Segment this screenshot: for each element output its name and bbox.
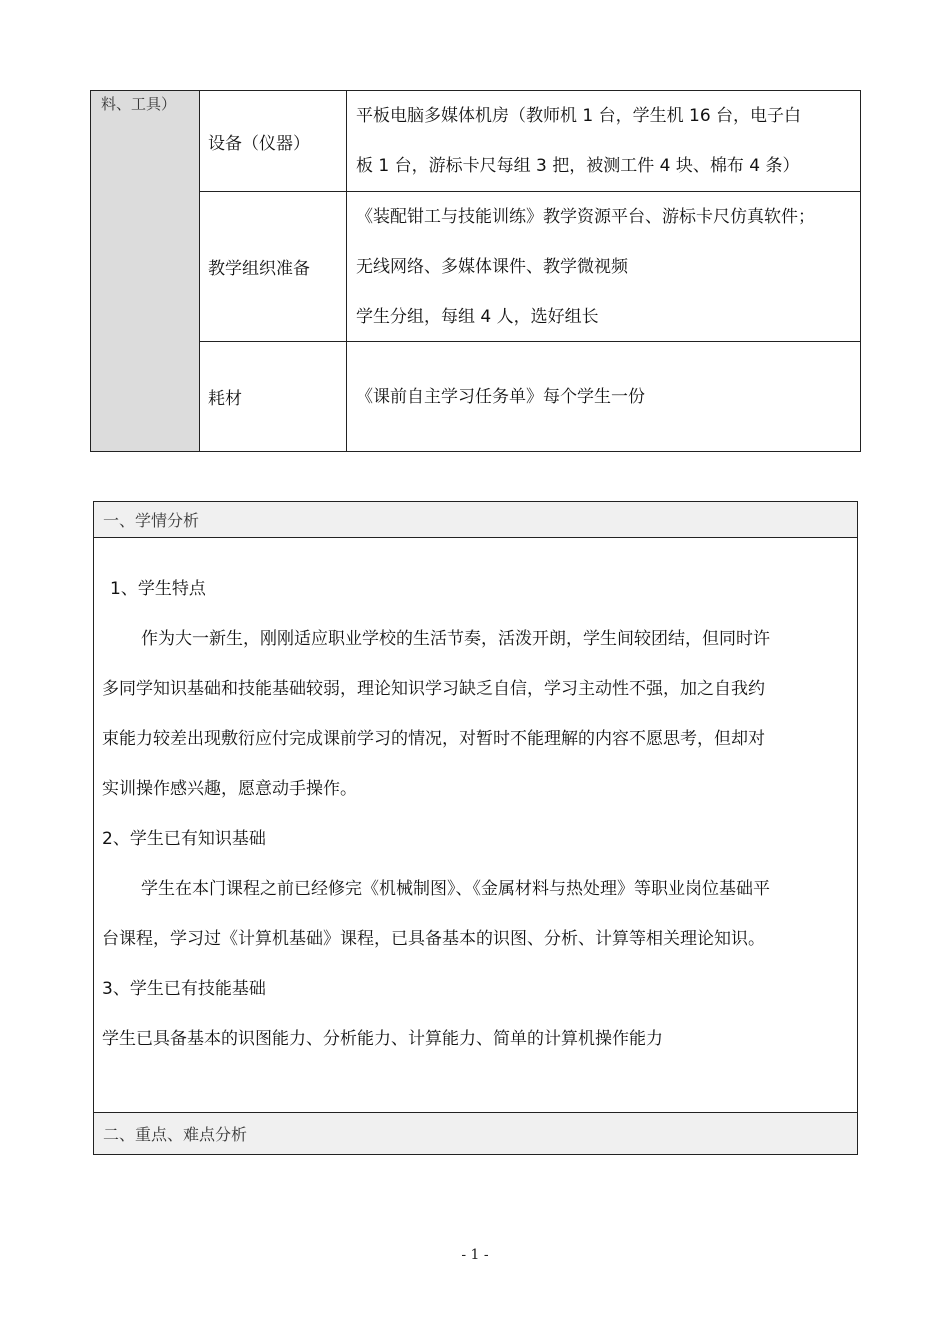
paragraph-line: 台课程，学习过《计算机基础》课程，已具备基本的识图、分析、计算等相关理论知识。 [102,929,765,949]
section-header-learner-analysis: 一、学情分析 [94,502,857,538]
subheading: 1、学生特点 [110,579,206,599]
row-label-consumables: 耗材 [200,342,347,451]
learner-analysis-body [94,538,857,1112]
content-line: 板 1 台，游标卡尺每组 3 把，被测工件 4 块、棉布 4 条） [356,156,800,176]
analysis-table [93,501,858,1155]
category-cell [91,91,200,451]
table-row-consumables [200,342,860,451]
content-line: 无线网络、多媒体课件、教学微视频 [356,257,628,277]
paragraph-line: 作为大一新生，刚刚适应职业学校的生活节奏，活泼开朗，学生间较团结，但同时许 [141,629,770,649]
subheading: 3、学生已有技能基础 [102,979,266,999]
subheading: 2、学生已有知识基础 [102,829,266,849]
content-line: 学生分组，每组 4 人，选好组长 [356,307,599,327]
paragraph-line: 多同学知识基础和技能基础较弱，理论知识学习缺乏自信，学习主动性不强，加之自我约 [102,679,765,699]
paragraph-line: 学生在本门课程之前已经修完《机械制图》、《金属材料与热处理》等职业岗位基础平 [141,879,770,899]
table-row-organization [200,192,860,342]
row-content-consumables [347,342,860,451]
row-content-equipment [347,91,860,191]
paragraph-line: 学生已具备基本的识图能力、分析能力、计算能力、简单的计算机操作能力 [102,1029,663,1049]
content-line: 平板电脑多媒体机房（教师机 1 台，学生机 16 台，电子白 [356,106,802,126]
table-row-equipment [200,91,860,192]
content-line: 《装配钳工与技能训练》教学资源平台、游标卡尺仿真软件； [356,207,815,227]
paragraph-line: 束能力较差出现敷衍应付完成课前学习的情况，对暂时不能理解的内容不愿思考，但却对 [102,729,765,749]
resources-table [90,90,861,452]
section-header-key-points: 二、重点、难点分析 [94,1112,857,1154]
paragraph-line: 实训操作感兴趣，愿意动手操作。 [102,779,357,799]
row-content-organization [347,192,860,341]
content-line: 《课前自主学习任务单》每个学生一份 [356,386,645,407]
category-label: 料、工具） [101,95,177,113]
row-label-organization: 教学组织准备 [200,192,347,341]
row-label-equipment: 设备（仪器） [200,91,347,191]
page-number: - 1 - [461,1247,489,1263]
